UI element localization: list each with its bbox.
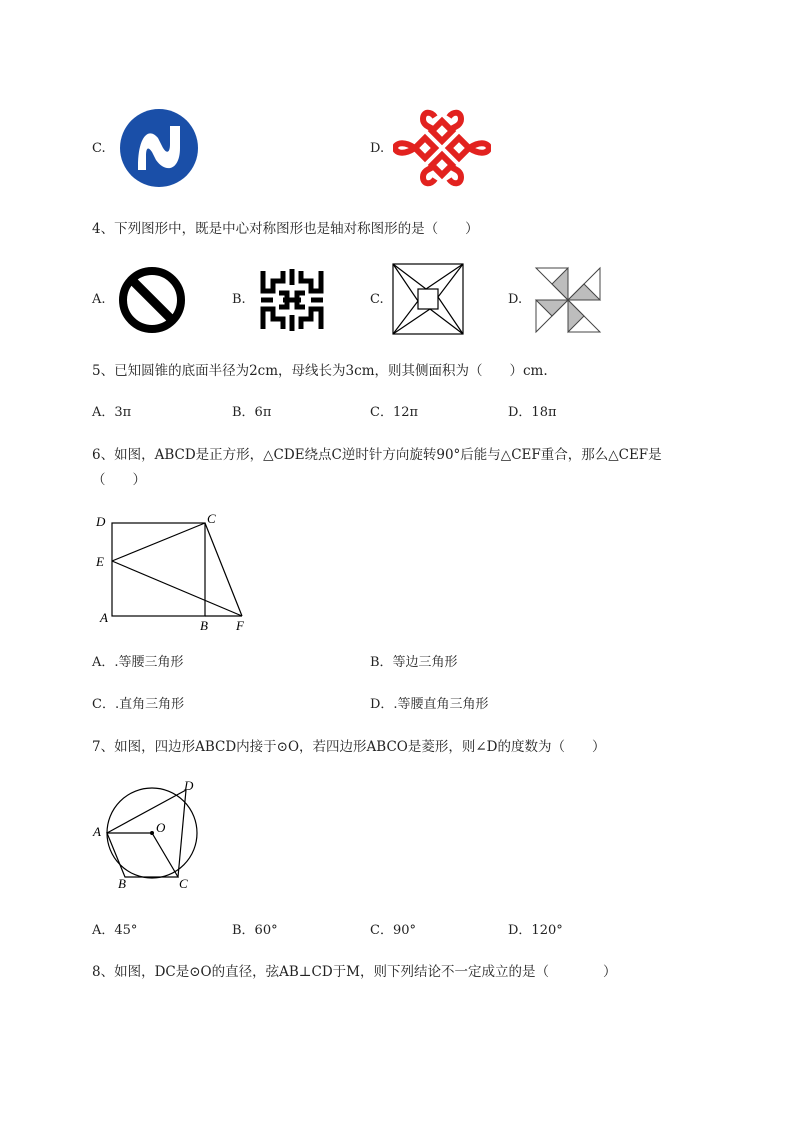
q6-label-c: C — [207, 511, 216, 526]
q3-option-d-label: D. — [370, 141, 385, 156]
q6-option-c: C．.直角三角形 — [92, 697, 185, 712]
q6-option-a: A．.等腰三角形 — [92, 655, 184, 670]
q7-label-b: B — [118, 876, 126, 891]
q6-label-e: E — [96, 554, 104, 569]
q6-label-b: B — [200, 618, 208, 633]
q4-stem: 4、下列图形中，既是中心对称图形也是轴对称图形的是（ ） — [92, 221, 479, 237]
q4-option-d-label: D. — [508, 292, 523, 307]
q3-option-c-label: C. — [92, 141, 106, 156]
q3-option-d-knot-logo — [393, 109, 491, 187]
q7-label-o: O — [156, 820, 166, 835]
q6-label-f: F — [236, 618, 244, 633]
q6-label-d: D — [96, 514, 106, 529]
q4-option-d-windmill — [534, 266, 602, 334]
q6-square-rotation-figure — [90, 510, 260, 635]
q6-option-d: D．.等腰直角三角形 — [370, 697, 489, 712]
q5-option-a: A．3π — [92, 405, 132, 420]
q7-option-a: A．45° — [92, 923, 138, 938]
q4-option-b-maze-pattern — [259, 267, 325, 333]
q5-stem: 5、已知圆锥的底面半径为2cm，母线长为3cm，则其侧面积为（ ）cm. — [92, 363, 548, 379]
q7-label-d: D — [184, 778, 194, 793]
q7-option-d: D．120° — [508, 923, 563, 938]
q6-option-b: B．等边三角形 — [370, 655, 458, 670]
q5-option-c: C．12π — [370, 405, 419, 420]
q5-option-d: D．18π — [508, 405, 557, 420]
q6-stem-line1: 6、如图，ABCD是正方形，△CDE绕点C逆时针方向旋转90°后能与△CEF重合，那么△CEF是 — [92, 447, 662, 463]
q7-stem: 7、如图，四边形ABCD内接于⊙O，若四边形ABCO是菱形，则∠D的度数为（ ） — [92, 739, 606, 755]
q5-option-b: B．6π — [232, 405, 272, 420]
q4-option-c-pinwheel-square — [392, 263, 464, 335]
q6-label-a: A — [100, 610, 108, 625]
q7-option-c: C．90° — [370, 923, 416, 938]
q6-stem-line2: （ ） — [92, 472, 146, 488]
q4-option-c-label: C. — [370, 292, 384, 307]
q7-option-b: B．60° — [232, 923, 278, 938]
q3-option-c-logo — [118, 108, 200, 188]
q4-option-b-label: B. — [232, 292, 246, 307]
q7-inscribed-quadrilateral-figure — [90, 778, 210, 893]
q7-label-a: A — [93, 824, 101, 839]
q8-stem: 8、如图，DC是⊙O的直径，弦AB⊥CD于M，则下列结论不一定成立的是（ ） — [92, 964, 617, 980]
q4-option-a-prohibition-sign — [117, 265, 187, 335]
q4-option-a-label: A. — [92, 292, 106, 307]
q7-label-c: C — [179, 876, 188, 891]
